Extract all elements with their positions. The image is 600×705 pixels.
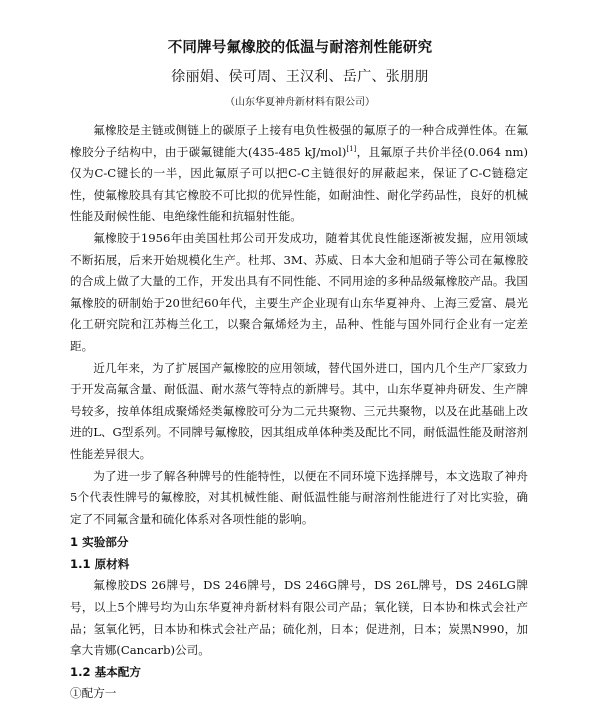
paragraph-intro-text-b: ，且氟原子共价半径(0.064 nm)仅为C-C键长的一半，因此氟原子可以把C-C主链很好的屏蔽起来，保证了C-C链稳定性，使氟橡胶具有其它橡胶不可比拟的优异性能，如耐油性、耐化学药品性，良好的机械性能及耐候性能、电绝缘性能和抗辐射性能。 (70, 144, 528, 224)
paragraph-purpose: 为了进一步了解各种牌号的性能特性，以便在不同环境下选择牌号，本文选取了神舟5个代表性牌号的氟橡胶，对其机械性能、耐低温性能与耐溶剂性能进行了对比实验，确定了不同氟含量和硫化体系对各项性能的影响。 (70, 468, 528, 526)
paragraph-history: 氟橡胶于1956年由美国杜邦公司开发成功，随着其优良性能逐渐被发掘，应用领域不断拓展，后来开始规模化生产。杜邦、3M、苏威、日本大金和旭硝子等公司在氟橡胶的合成上做了大量的工作，开发出具有不同性能、不同用途的多种品级氟橡胶产品。我国氟橡胶的研制始于20世纪60年代，主要生产企业现有山东华夏神舟、上海三爱富、晨光化工研究院和江苏梅兰化工，以聚合氟烯烃为主，品种、性能与国外同行企业有一定差距。 (70, 230, 528, 353)
subsection-heading-formula: 1.2 基本配方 (70, 664, 141, 679)
paragraph-materials: 氟橡胶DS 26牌号，DS 246牌号，DS 246G牌号，DS 26L牌号，DS 246LG牌号，以上5个牌号均为山东华夏神舟新材料有限公司产品；氧化镁，日本协和株式会社产品；氢氧化钙，日本协和株式会社产品；硫化剂，日本；促进剂，日本；炭黑N990，加拿大肯娜(Cancarb)公司。 (70, 578, 528, 658)
paragraph-intro-text-a: 氟橡胶是主链或侧链上的碳原子上接有电负性极强的氟原子的一种合成弹性体。在氟橡胶分子结构中，由于碳氟键能大(435-485 kJ/mol) (70, 123, 528, 159)
paragraph-intro (70, 120, 528, 228)
paper-body (70, 120, 528, 705)
citation-ref: [1] (346, 144, 357, 153)
affiliation: （山东华夏神舟新材料有限公司） (225, 97, 375, 108)
formula-item: ①配方一 (70, 686, 117, 701)
author-list: 徐丽娟、侯可周、王汉利、岳广、张朋朋 (171, 69, 429, 85)
section-heading-experiment: 1 实验部分 (70, 535, 129, 550)
subsection-heading-materials: 1.1 原材料 (70, 556, 130, 571)
paper-title: 不同牌号氟橡胶的低温与耐溶剂性能研究 (167, 40, 433, 56)
paragraph-recent: 近几年来，为了扩展国产氟橡胶的应用领域，替代国外进口，国内几个生产厂家致力于开发高氟含量、耐低温、耐水蒸气等特点的新牌号。其中，山东华夏神舟研发、生产牌号较多，按单体组成聚烯烃类氟橡胶可分为二元共聚物、三元共聚物，以及在此基础上改进的L、G型系列。不同牌号氟橡胶，因其组成单体种类及配比不同，耐低温性能及耐溶剂性能差异很大。 (70, 360, 528, 461)
